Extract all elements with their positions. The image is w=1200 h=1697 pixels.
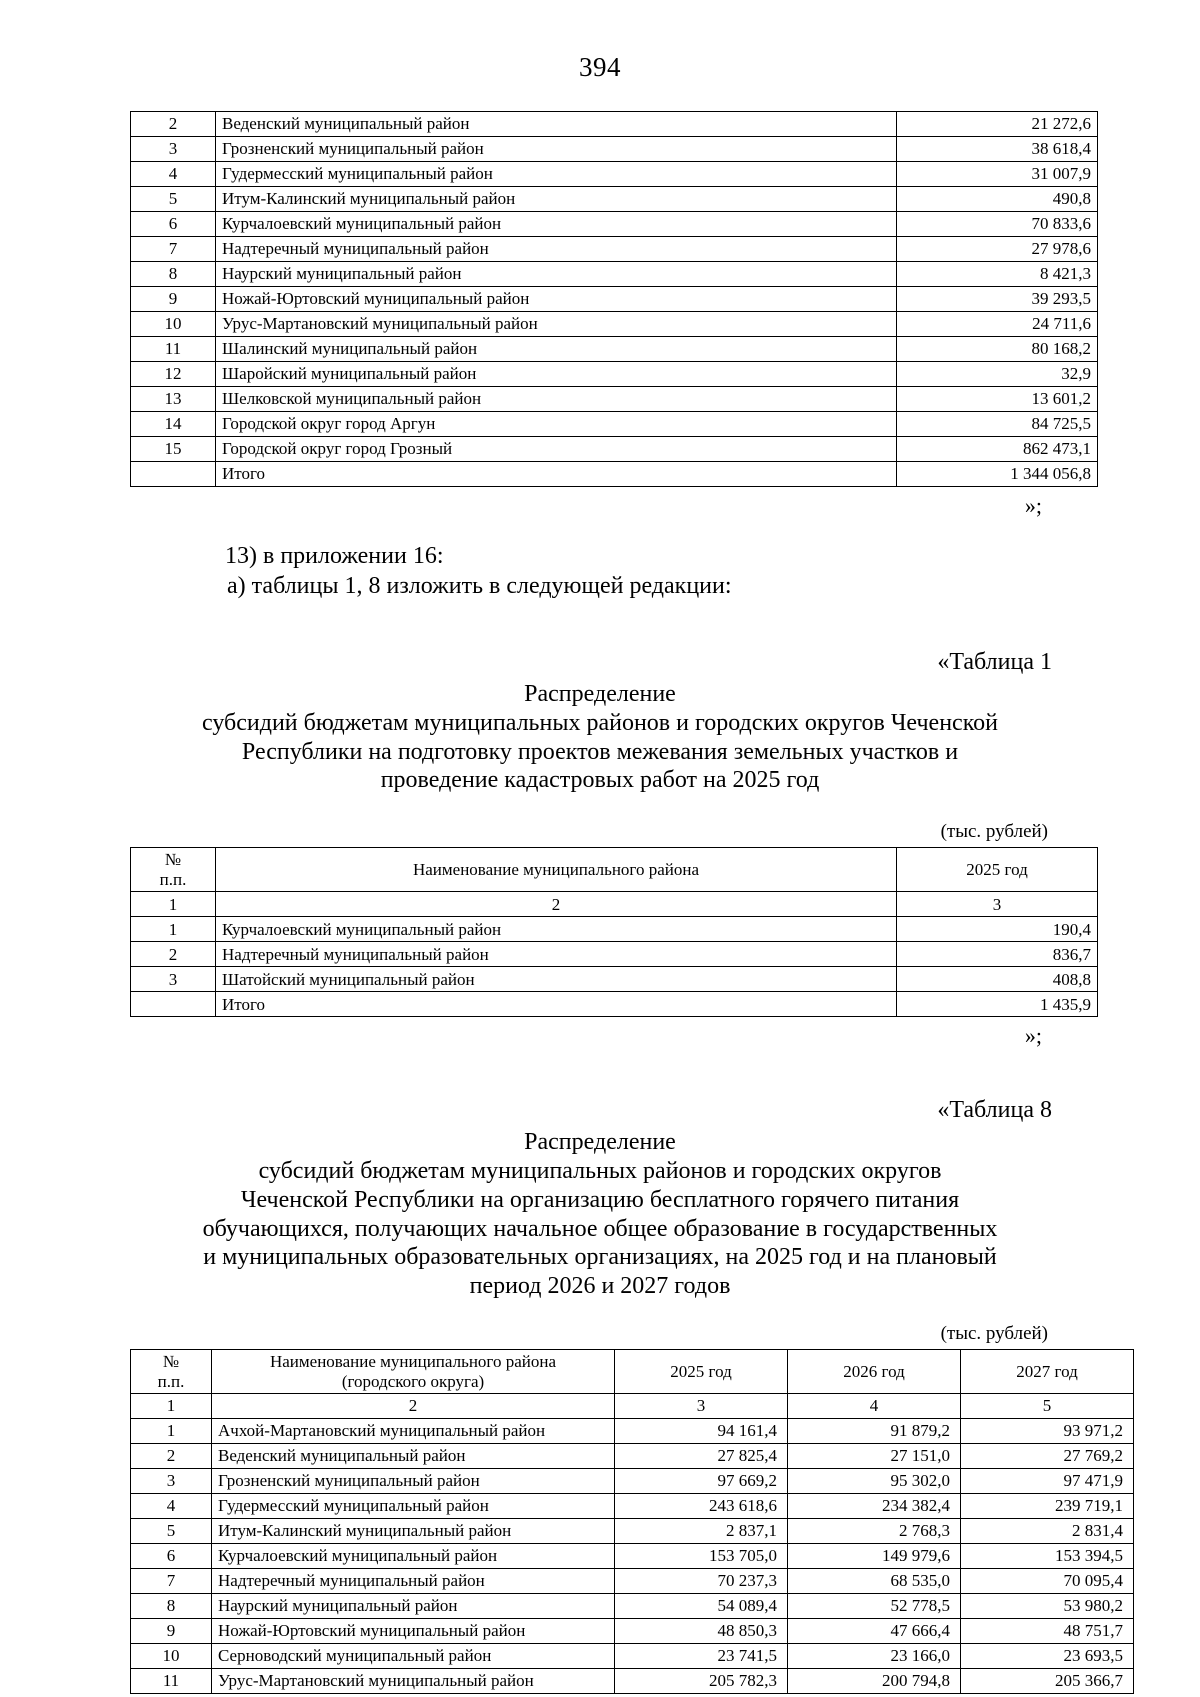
table8-header-row xyxy=(131,1350,1134,1394)
table-row xyxy=(131,1644,1134,1669)
row-number: 4 xyxy=(131,162,216,187)
row-name: Курчалоевский муниципальный район xyxy=(212,1544,615,1569)
row-name: Надтеречный муниципальный район xyxy=(212,1569,615,1594)
row-number: 5 xyxy=(131,1519,212,1544)
table-row xyxy=(131,312,1098,337)
row-name: Итого xyxy=(216,462,897,487)
row-number xyxy=(131,462,216,487)
row-value-2025: 243 618,6 xyxy=(615,1494,788,1519)
table1-title-line-1: Распределение xyxy=(524,681,676,707)
row-value-2025: 27 825,4 xyxy=(615,1444,788,1469)
row-value-2027: 153 394,5 xyxy=(961,1544,1134,1569)
table8-header-number xyxy=(131,1350,212,1394)
row-number: 1 xyxy=(131,917,216,942)
table-row xyxy=(131,1544,1134,1569)
row-value: 13 601,2 xyxy=(897,387,1098,412)
row-value-2025: 2 837,1 xyxy=(615,1519,788,1544)
closing-quote-table1: »; xyxy=(1024,1023,1042,1049)
row-name: Грозненский муниципальный район xyxy=(212,1469,615,1494)
row-name: Наурский муниципальный район xyxy=(212,1594,615,1619)
table8-head xyxy=(131,1350,1134,1419)
table-row xyxy=(131,237,1098,262)
table-row xyxy=(131,1519,1134,1544)
table1-header-year: 2025 год xyxy=(897,848,1098,892)
row-name: Ножай-Юртовский муниципальный район xyxy=(212,1619,615,1644)
row-name: Курчалоевский муниципальный район xyxy=(216,212,897,237)
row-number: 4 xyxy=(131,1494,212,1519)
table8-col-num-2: 2 xyxy=(212,1394,615,1419)
table-row xyxy=(131,412,1098,437)
table8-col-num-3: 3 xyxy=(615,1394,788,1419)
closing-quote-top: »; xyxy=(1024,493,1042,518)
paragraph-line-2: а) таблицы 1, 8 изложить в следующей редакции: xyxy=(227,573,732,599)
table-row xyxy=(131,1619,1134,1644)
table-row xyxy=(131,967,1098,992)
row-number: 13 xyxy=(131,387,216,412)
table-row xyxy=(131,337,1098,362)
table8-header-number-line2: п.п. xyxy=(157,1371,185,1391)
row-value-2026: 68 535,0 xyxy=(788,1569,961,1594)
row-value: 490,8 xyxy=(897,187,1098,212)
table1-body xyxy=(131,917,1098,1017)
row-value-2027: 239 719,1 xyxy=(961,1494,1134,1519)
row-value: 80 168,2 xyxy=(897,337,1098,362)
table-row xyxy=(131,917,1098,942)
table8-col-num-4: 4 xyxy=(788,1394,961,1419)
row-name: Городской округ город Грозный xyxy=(216,437,897,462)
table8-col-num-1: 1 xyxy=(131,1394,212,1419)
table1-col-num-1: 1 xyxy=(131,892,216,917)
table8-header-2027: 2027 год xyxy=(961,1350,1134,1394)
table1-label: «Таблица 1 xyxy=(937,649,1052,675)
row-name: Веденский муниципальный район xyxy=(212,1444,615,1469)
row-number: 9 xyxy=(131,287,216,312)
row-name: Веденский муниципальный район xyxy=(216,112,897,137)
table8-numbering-row xyxy=(131,1394,1134,1419)
table8-title-line-3: Чеченской Республики на организацию бесплатного горячего питания xyxy=(240,1186,960,1213)
table-row xyxy=(131,212,1098,237)
row-number: 3 xyxy=(131,137,216,162)
row-number: 2 xyxy=(131,942,216,967)
row-value-2026: 23 166,0 xyxy=(788,1644,961,1669)
row-value-2025: 94 161,4 xyxy=(615,1419,788,1444)
table-row xyxy=(131,112,1098,137)
table1-col-num-3: 3 xyxy=(897,892,1098,917)
table1-units: (тыс. рублей) xyxy=(940,821,1048,843)
row-name: Курчалоевский муниципальный район xyxy=(216,917,897,942)
table1-col-num-2: 2 xyxy=(216,892,897,917)
row-number: 3 xyxy=(131,1469,212,1494)
row-value: 39 293,5 xyxy=(897,287,1098,312)
table-row xyxy=(131,1444,1134,1469)
row-number: 10 xyxy=(131,312,216,337)
row-value-2026: 27 151,0 xyxy=(788,1444,961,1469)
row-name: Гудермесский муниципальный район xyxy=(212,1494,615,1519)
row-value: 70 833,6 xyxy=(897,212,1098,237)
row-name: Итум-Калинский муниципальный район xyxy=(216,187,897,212)
row-value: 862 473,1 xyxy=(897,437,1098,462)
row-name: Шатойский муниципальный район xyxy=(216,967,897,992)
table-row xyxy=(131,362,1098,387)
paragraph-line-1: 13) в приложении 16: xyxy=(225,543,444,569)
table8-header-number-line1: № xyxy=(162,1352,180,1372)
page-number: 394 xyxy=(579,52,621,82)
table1-title xyxy=(130,676,1070,795)
row-value-2027: 93 971,2 xyxy=(961,1419,1134,1444)
table8-title-line-5: и муниципальных образовательных организациях, на 2025 год и на плановый xyxy=(203,1244,997,1271)
row-value-2027: 48 751,7 xyxy=(961,1619,1134,1644)
row-number: 11 xyxy=(131,337,216,362)
row-value-2025: 153 705,0 xyxy=(615,1544,788,1569)
table-row xyxy=(131,1419,1134,1444)
table8-title-line-1: Распределение xyxy=(524,1129,676,1156)
row-value-2026: 47 666,4 xyxy=(788,1619,961,1644)
row-value: 38 618,4 xyxy=(897,137,1098,162)
row-number: 9 xyxy=(131,1619,212,1644)
row-name: Итого xyxy=(216,992,897,1017)
table1-header-number xyxy=(131,848,216,892)
row-number: 7 xyxy=(131,237,216,262)
row-number: 5 xyxy=(131,187,216,212)
row-value: 21 272,6 xyxy=(897,112,1098,137)
row-number: 2 xyxy=(131,112,216,137)
table-total-row xyxy=(131,992,1098,1017)
table1-head xyxy=(131,848,1098,917)
row-value-2025: 205 782,3 xyxy=(615,1669,788,1694)
table8-header-name xyxy=(212,1350,615,1394)
row-value-2025: 97 669,2 xyxy=(615,1469,788,1494)
table-row xyxy=(131,262,1098,287)
row-name: Шаройский муниципальный район xyxy=(216,362,897,387)
row-number: 6 xyxy=(131,212,216,237)
row-name: Шелковской муниципальный район xyxy=(216,387,897,412)
row-value-2027: 205 366,7 xyxy=(961,1669,1134,1694)
row-value-2027: 27 769,2 xyxy=(961,1444,1134,1469)
table1-header-number-line1: № xyxy=(164,850,182,870)
row-number: 11 xyxy=(131,1669,212,1694)
row-value-2026: 95 302,0 xyxy=(788,1469,961,1494)
table1-numbering-row xyxy=(131,892,1098,917)
table8-body xyxy=(131,1419,1134,1694)
row-value-2026: 91 879,2 xyxy=(788,1419,961,1444)
row-value: 27 978,6 xyxy=(897,237,1098,262)
row-value-2025: 190,4 xyxy=(897,917,1098,942)
row-value-2025: 408,8 xyxy=(897,967,1098,992)
row-name: Наурский муниципальный район xyxy=(216,262,897,287)
row-value-2025: 54 089,4 xyxy=(615,1594,788,1619)
row-value: 8 421,3 xyxy=(897,262,1098,287)
table8 xyxy=(130,1349,1134,1694)
row-number: 6 xyxy=(131,1544,212,1569)
row-number: 2 xyxy=(131,1444,212,1469)
row-value-2027: 2 831,4 xyxy=(961,1519,1134,1544)
row-value-2026: 149 979,6 xyxy=(788,1544,961,1569)
table8-title xyxy=(130,1124,1070,1301)
row-number: 3 xyxy=(131,967,216,992)
row-value: 31 007,9 xyxy=(897,162,1098,187)
table-row xyxy=(131,437,1098,462)
row-name: Серноводский муниципальный район xyxy=(212,1644,615,1669)
row-value-2027: 23 693,5 xyxy=(961,1644,1134,1669)
row-name: Гудермесский муниципальный район xyxy=(216,162,897,187)
row-value-2026: 200 794,8 xyxy=(788,1669,961,1694)
table8-title-line-6: период 2026 и 2027 годов xyxy=(469,1273,731,1300)
table8-units: (тыс. рублей) xyxy=(940,1323,1048,1345)
table-row xyxy=(131,1569,1134,1594)
row-value-2025: 836,7 xyxy=(897,942,1098,967)
row-number: 15 xyxy=(131,437,216,462)
table-row xyxy=(131,1494,1134,1519)
table-row xyxy=(131,1594,1134,1619)
table-total-row xyxy=(131,462,1098,487)
table-row xyxy=(131,137,1098,162)
row-number: 14 xyxy=(131,412,216,437)
table8-title-line-4: обучающихся, получающих начальное общее образование в государственных xyxy=(202,1215,998,1242)
table-continuation-body xyxy=(131,112,1098,487)
row-value: 24 711,6 xyxy=(897,312,1098,337)
row-value: 1 344 056,8 xyxy=(897,462,1098,487)
table8-label: «Таблица 8 xyxy=(937,1097,1052,1124)
row-name: Грозненский муниципальный район xyxy=(216,137,897,162)
row-name: Шалинский муниципальный район xyxy=(216,337,897,362)
row-value-2026: 234 382,4 xyxy=(788,1494,961,1519)
row-value-2025: 70 237,3 xyxy=(615,1569,788,1594)
table8-header-2026: 2026 год xyxy=(788,1350,961,1394)
row-name: Ачхой-Мартановский муниципальный район xyxy=(212,1419,615,1444)
row-number: 12 xyxy=(131,362,216,387)
row-name: Надтеречный муниципальный район xyxy=(216,942,897,967)
table-row xyxy=(131,162,1098,187)
row-number: 8 xyxy=(131,262,216,287)
table-continuation xyxy=(130,111,1098,487)
row-name: Ножай-Юртовский муниципальный район xyxy=(216,287,897,312)
table1-title-line-3: Республики на подготовку проектов межевания земельных участков и xyxy=(241,738,959,765)
table-row xyxy=(131,1469,1134,1494)
row-name: Городской округ город Аргун xyxy=(216,412,897,437)
table1-title-line-2: субсидий бюджетам муниципальных районов и городских округов Чеченской xyxy=(202,709,998,736)
table1-header-row xyxy=(131,848,1098,892)
table-row xyxy=(131,387,1098,412)
row-value-2027: 53 980,2 xyxy=(961,1594,1134,1619)
row-value: 32,9 xyxy=(897,362,1098,387)
row-name: Урус-Мартановский муниципальный район xyxy=(212,1669,615,1694)
table1 xyxy=(130,847,1098,1017)
row-value-2025: 1 435,9 xyxy=(897,992,1098,1017)
row-name: Надтеречный муниципальный район xyxy=(216,237,897,262)
table8-header-name-line1: Наименование муниципального района xyxy=(269,1352,557,1372)
table-row xyxy=(131,187,1098,212)
table8-header-2025: 2025 год xyxy=(615,1350,788,1394)
row-value: 84 725,5 xyxy=(897,412,1098,437)
row-name: Урус-Мартановский муниципальный район xyxy=(216,312,897,337)
row-value-2027: 70 095,4 xyxy=(961,1569,1134,1594)
table-row xyxy=(131,1669,1134,1694)
row-value-2027: 97 471,9 xyxy=(961,1469,1134,1494)
table8-header-name-line2: (городского округа) xyxy=(341,1371,485,1391)
table1-header-number-line2: п.п. xyxy=(159,869,187,889)
row-value-2026: 2 768,3 xyxy=(788,1519,961,1544)
row-number: 10 xyxy=(131,1644,212,1669)
table1-title-line-4: проведение кадастровых работ на 2025 год xyxy=(380,767,820,794)
table8-title-line-2: субсидий бюджетам муниципальных районов и городских округов xyxy=(258,1158,942,1185)
table8-col-num-5: 5 xyxy=(961,1394,1134,1419)
row-number: 8 xyxy=(131,1594,212,1619)
row-number: 7 xyxy=(131,1569,212,1594)
paragraph-13 xyxy=(130,519,1070,601)
row-number xyxy=(131,992,216,1017)
row-number: 1 xyxy=(131,1419,212,1444)
row-value-2026: 52 778,5 xyxy=(788,1594,961,1619)
table1-header-name: Наименование муниципального района xyxy=(216,848,897,892)
row-name: Итум-Калинский муниципальный район xyxy=(212,1519,615,1544)
table-row xyxy=(131,942,1098,967)
row-value-2025: 23 741,5 xyxy=(615,1644,788,1669)
row-value-2025: 48 850,3 xyxy=(615,1619,788,1644)
table-row xyxy=(131,287,1098,312)
